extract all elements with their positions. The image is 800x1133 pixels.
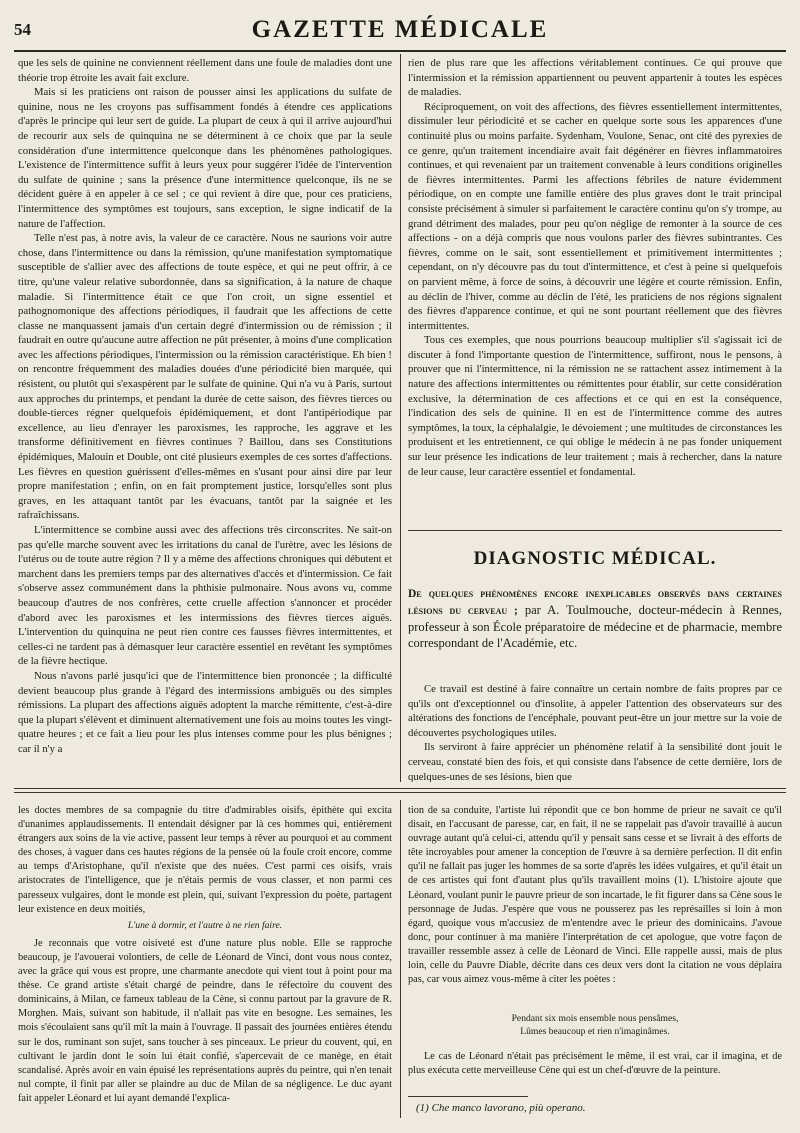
- verse-quote: L'une à dormir, et l'autre à ne rien faire.: [127, 919, 283, 931]
- paragraph: rien de plus rare que les affections véritablement continues. Ce qui prouve que l'intermission et la rémission appartiennent ou peuvent appartenir à toutes les espèces de maladies.: [408, 57, 782, 99]
- paragraph: Je reconnais que votre oisiveté est d'une nature plus noble. Elle se rapproche beaucoup, je l'avouerai volontiers, de celle de Léonard de Vinci, dont vous nous contez, avec la grâce qui vous est propre, une charmante anecdote qui vient tout à point pour ma thèse. Ce grand artiste s'était chargé de peindre, dans le réfectoire du couvent des dominicains, à Milan, ce fameux tableau de la Cène, si connu partout par la gravure de R. Morghen. Mais, suivant son habitude, il n'allait pas vite en besogne. Les semaines, les mois s'écoulaient sans qu'il mît la main à l'ouvrage. Il passait des journées entières étendu sur le dos, ruminant son sujet, sans toucher à ses pinceaux. Le prieur du couvent, qui, en cultivant le jardin dont le soin lui était confié, s'apercevait de ce manège, en était scandalisé. Après avoir en vain épuisé les représentations auprès du peintre, qui n'en tenait nul compte, il finit par aller se plaindre au duc de Milan de sa négligence. Le duc ayant fait appeler Léonard et lui ayant demandé l'explica-: [18, 937, 392, 1104]
- paragraph: L'intermittence se combine aussi avec des affections très circonscrites. Ne sait-on pas qu'elle marche souvent avec les irritations du canal de l'urètre, avec les lésions de l'utérus ou de toute autre région ? Il y a même des affections chroniques qui débutent et marchent dans les premiers temps par des alternatives d'accès et d'intermission. Ce fait s'observe assez communément dans la phthisie pulmonaire. Nous avons vu, comme beaucoup d'autres de nos confrères, cette cruelle affection s'annoncer et procéder d'abord avec les paroxismes et les intermissions des fièvres tierces aiguës. L'intervention du quinquina ne peut rien contre ces fausses fièvres intermittentes, et celles-ci ne tardent pas à démasquer leur caractère essentiel en revêtant les symptômes de la fièvre hectique.: [18, 524, 392, 668]
- article-column-left: [18, 56, 392, 780]
- paragraph: Tous ces exemples, que nous pourrions beaucoup multiplier s'il s'agissait ici de discuter à fond l'importante question de l'intermittence, suffiront, nous le pensons, à prouver que ni l'intermittence, ni la rémission ne se rattachent assez intimement à la nature des affections intermittentes ou rémittentes pour établir, sur cette considération exclusive, la détermination de ces affections et ce qui en est la conséquence, l'indication des sels de quinine. Il en est de l'intermittence comme des autres symptômes, la toux, la céphalalgie, le dévoiement ; une multitudes de circonstances les produisent et les entretiennent, ce qui oblige le médecin à ne pas fonder uniquement sur leur présence les indications de leur traitement ; mais à rechercher, dans la nature de leur cause, leur caractère essentiel et fondamental.: [408, 334, 782, 478]
- article-column-right: [408, 56, 782, 521]
- paragraph: que les sels de quinine ne conviennent réellement dans une foule de maladies dont une théorie trop étroite les avait fait exclure.: [18, 57, 392, 84]
- feuilleton-column-divider: [400, 800, 401, 1118]
- paragraph: les doctes membres de sa compagnie du titre d'admirables oisifs, épithète qui excita d'unanimes applaudissements. Il entendait désigner par là ces hommes qui, entièrement étrangers aux soins de la vie active, passent leur temps à rêver au pourquoi et au comment des choses, à vaguer dans ces hautes régions de la pensée où la foule croit encore, comme au temps d'Aristophane, qu'il n'existe que des nuées. C'est parmi ces oisifs, vrais aristocrates de l'intelligence, que je n'étais permis de vous classer, et non parmi ces paresseux vulgaires, dont le monde est plein, qui, suivant l'expression du poète, partagent leur existence en deux moitiés,: [18, 805, 392, 915]
- poem-quote: [408, 1012, 782, 1038]
- paragraph: Le cas de Léonard n'était pas précisément le même, il est vrai, car il imagina, et de plus exécuta cette merveilleuse Cène qui est un chef-d'œuvre de la peinture.: [408, 1051, 782, 1077]
- article-subtitle-topic: De quelques phénomènes encore inexplicables observés dans certaines lésions du cerveau ;: [408, 588, 782, 617]
- feuilleton-column-right-end: [408, 1050, 782, 1090]
- poem-line: Pendant six mois ensemble nous pensâmes,: [511, 1013, 679, 1024]
- paragraph: Ce travail est destiné à faire connaître un certain nombre de faits propres par ce qu'ils ont d'exceptionnel ou d'insolite, à appeler l'attention des observateurs sur des altérations des fonctions de l'encéphale, pouvant peut-être un jour mettre sur la voie de découvertes psychologiques utiles.: [408, 683, 782, 739]
- section-title: DIAGNOSTIC MÉDICAL.: [473, 548, 717, 569]
- article-subtitle: [408, 585, 782, 651]
- article-subtitle-author: par A. Toulmouche, docteur-médecin à Rennes, professeur à son École préparatoire de médecine et de pharmacie, membre correspondant de l'Académie, etc.: [408, 603, 782, 650]
- feuilleton-column-right: [408, 804, 782, 1008]
- paragraph: Ils serviront à faire apprécier un phénomène relatif à la sensibilité dont jouit le cerveau, constaté bien des fois, et qui consiste dans l'absence de cette dernière, lors de quelques-unes de ses lésions, bien que: [408, 741, 782, 782]
- paragraph: tion de sa conduite, l'artiste lui répondit que ce bon homme de prieur ne savait ce qu'il disait, en l'accusant de paresse, car, en fait, il ne se rappelait pas d'avoir travaillé à aucun ouvrage autant qu'à celui-ci, attendu qu'il y pensait sans cesse et se livrait à des efforts de tête incroyables pour amener la conception de l'œuvre à sa dernière perfection. Il dit enfin qu'il ne fallait pas juger les hommes de sa sorte d'après les idées vulgaires, et qu'il était un de ces artistes qui font d'autant plus qu'ils travaillent moins (1). L'histoire ajoute que Léonard, voulant punir le pauvre prieur de son incartade, le fit figurer dans sa Cène sous le personnage de Judas. J'espère que vous ne pousserez pas les représailles si loin à mon égard, quoique vous m'accusiez de m'entendre avec le prieur des dominicains. J'avoue donc, pour continuer à ma manière l'interprétation de cet apologue, que votre façon de travailler ressemble assez à celle de Léonard de Vinci. Elle rappelle aussi, mais de plus loin, celle du Pauvre Diable, décrite dans ces deux vers dont la citation ne vous déplaira pas, car vous aimez vous-même à citer les poètes :: [408, 805, 782, 986]
- page-header: [14, 16, 786, 52]
- paragraph: Mais si les praticiens ont raison de pousser ainsi les applications du sulfate de quinine, nous ne les croyons pas suffisamment fondés à étendre ces applications d'après le principe qui leur sert de guide. La plupart de ceux à qui il arrive aujourd'hui de recourir aux sels de quinquina ne se déterminent à ce choix que par la seule considération d'une intermittence quelconque dans les phénomènes pathologiques. L'existence de l'intermittence suffit à leurs yeux pour suggérer l'idée de l'intervention du sulfate de quinine ; sans la présence d'une intermittence quelconque, ils ne se décident guère à en appeler à ce sel ; ce qui revient à dire que, pour ces praticiens, l'intermittence des symptômes est toujours, sans exception, le signe indicatif de la nature de l'affection.: [18, 86, 392, 230]
- diagnostic-article-body: [408, 682, 782, 782]
- paragraph: Réciproquement, on voit des affections, des fièvres essentiellement intermittentes, dissimuler leur périodicité et se cacher en quelque sorte sous les apparences d'une continuité plus ou moins parfaite. Sydenham, Voulone, Senac, ont cité des pyrexies de ce genre, qu'un traitement incendiaire avait fait dégénérer en fièvres inflammatoires continues, et qui revenaient par un traitement convenable à leurs conditions originelles de fièvres intermittentes. Parmi les affections fébriles de nature évidemment périodique, on en compte une famille entière des plus graves dont le trait principal consiste précisément à simuler si parfaitement le caractère continu qu'on s'y trompe, au grand détriment des malades, pour peu qu'on néglige de remonter à la source de ces affections - on a déjà compris que nous voulons parler des fièvres subintrantes. Ces fièvres, comme on le sait, sont essentiellement et primitivement intermittentes ; cependant, on n'y découvre pas du tout d'intermittence, et c'est à peine si quelquefois on parvient même, à force de soins, à découvrir une légère et courte rémission. Enfin, au déclin de l'hiver, comme au déclin de l'été, les praticiens de nos régions signalent des fièvres d'apparence continue, et qui ne sont pourtant réellement que des fièvres intermittentes.: [408, 100, 782, 332]
- feuilleton-divider: [14, 788, 786, 793]
- poem-line: Lûmes beaucoup et rien n'imaginâmes.: [520, 1026, 670, 1037]
- column-divider: [400, 54, 401, 782]
- page-number: 54: [14, 20, 31, 39]
- section-divider: [408, 530, 782, 531]
- footnote-divider: [408, 1096, 528, 1097]
- paragraph: Telle n'est pas, à notre avis, la valeur de ce caractère. Nous ne saurions voir autre chose, dans l'intermittence ou dans la rémission, qu'une manifestation symptomatique susceptible de s'allier avec des affections de toute espèce, et qui ne peut offrir, à ce titre, qu'une valeur relative subordonnée, dans sa signification, à la nature de chaque maladie. Si l'intermittence était ce que l'on croit, un signe essentiel et pathognomonique des affections périodiques, il faudrait que les affections de cette classe ne manquassent jamais d'un certain degré d'intermission ou de rémission ; il faudrait en outre qu'aucune autre affection ne pût présenter, à moins d'une complication avec les affections périodiques, l'intermission ou la rémission caractéristique. Eh bien ! on rencontre fréquemment des maladies douées d'une périodicité bien marquée, qui résistent, ou plutôt qui s'exaspèrent par le sulfate de quinine. Qui n'a vu à Paris, surtout aux approches du printemps, et pendant la durée de cette saison, des fièvres tierces ou double-tierces régner quelquefois épidémiquement, et dont l'antipériodique par excellence, au lieu d'enrayer les paroxismes, les rapproche, les aggrave et les transforme définitivement en fièvres continues ? Baillou, dans ses Constitutions épidémiques, Malouin et Double, ont cité plusieurs exemples de ces sortes d'affections. Les fièvres en question guérissent d'elles-mêmes en s'usant pour ainsi dire par leur propre manifestation ; enfin, on en fait promptement justice, lorsqu'elles sont plus graves, en les attaquant tantôt par les évacuans, tantôt par la saignée et les rafraîchissans.: [18, 232, 392, 522]
- journal-title: GAZETTE MÉDICALE: [251, 16, 549, 43]
- footnote: (1) Che manco lavorano, più operano.: [416, 1102, 586, 1114]
- paragraph: Nous n'avons parlé jusqu'ici que de l'intermittence bien prononcée ; la difficulté devient beaucoup plus grande à l'égard des intermissions ambiguës ou des simples rémissions. La plupart des affections aiguës adoptent la marche rémittente, c'est-à-dire que la plupart s'élèvent et diminuent alternativement une fois au moins toutes les vingt-quatre heures ; et ce fait a lieu pour les plus intenses comme pour les plus bénignes ; car il n'y a: [18, 669, 392, 755]
- feuilleton-column-left: [18, 804, 392, 1118]
